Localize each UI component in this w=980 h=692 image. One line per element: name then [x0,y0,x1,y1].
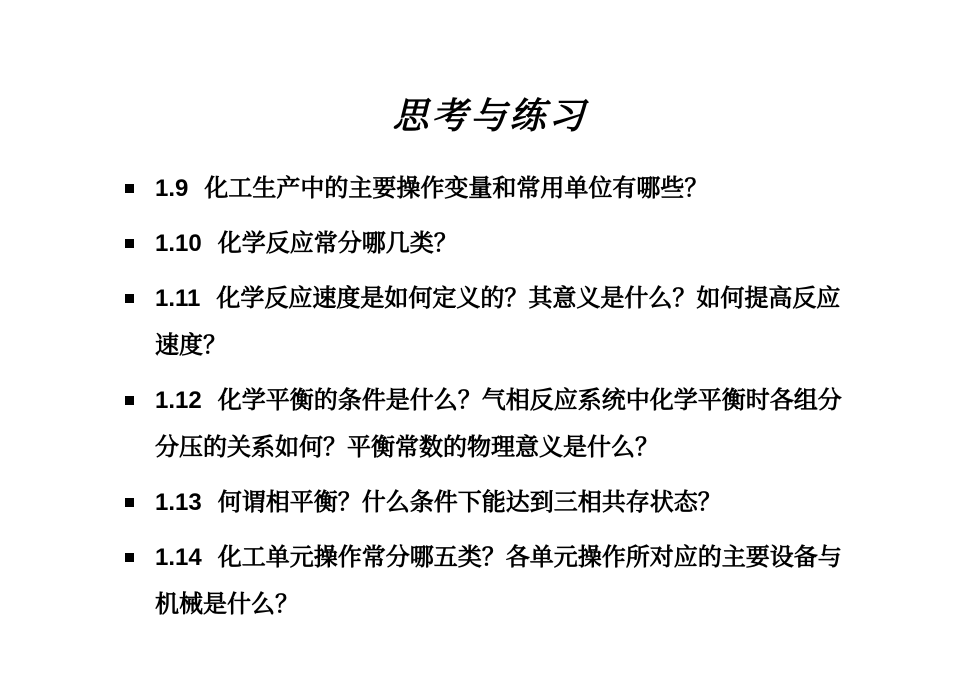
question-list [122,165,862,636]
square-bullet-icon [125,239,134,248]
list-item [122,534,862,628]
list-item [122,165,862,212]
list-item [122,479,862,526]
question-text: 化工生产中的主要操作变量和常用单位有哪些？ [204,174,709,202]
question-number: 1.14 [155,544,202,571]
question-number: 1.9 [155,175,189,202]
list-item [122,275,862,369]
question-text: 化学平衡的条件是什么？气相反应系统中化学平衡时各组分分压的关系如何？平衡常数的物理意义是什么？ [155,386,842,461]
list-item [122,220,862,267]
question-number: 1.12 [155,387,202,414]
square-bullet-icon [125,396,134,405]
question-number: 1.11 [155,285,201,312]
list-item [122,377,862,471]
question-text: 化学反应速度是如何定义的？其意义是什么？如何提高反应速度？ [155,284,841,359]
slide-title: 思考与练习 [392,96,588,137]
square-bullet-icon [125,294,134,303]
question-text: 化工单元操作常分哪五类？各单元操作所对应的主要设备与机械是什么？ [155,543,842,618]
question-text: 化学反应常分哪几类？ [217,229,458,257]
question-number: 1.10 [155,230,202,257]
question-number: 1.13 [155,489,202,516]
square-bullet-icon [125,498,134,507]
square-bullet-icon [125,553,134,562]
square-bullet-icon [125,184,134,193]
question-text: 何谓相平衡？什么条件下能达到三相共存状态？ [217,488,722,516]
